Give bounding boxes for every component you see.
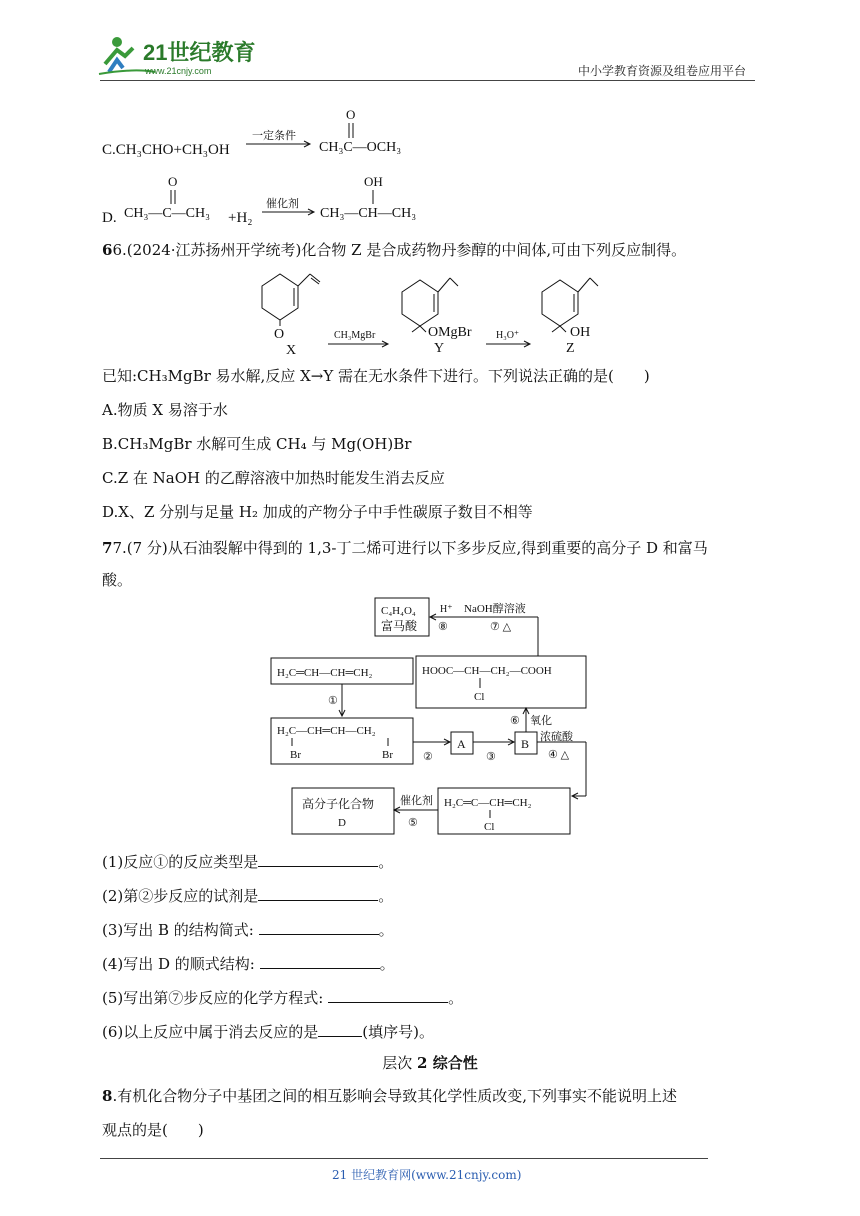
svg-text:OH: OH (364, 174, 383, 189)
svg-text:③: ③ (486, 751, 496, 763)
svg-text:H₂C—CH═CH—CH₂: H₂C—CH═CH—CH₂ (277, 725, 376, 737)
svg-text:富马酸: 富马酸 (381, 619, 418, 633)
svg-text:CH₃—C—CH₃: CH₃—C—CH₃ (124, 206, 210, 221)
q5-c-reaction (102, 106, 432, 162)
q6-scheme (250, 266, 620, 358)
q8-stem-line1: 8.有机化合物分子中基团之间的相互影响会导致其化学性质改变,下列事实不能说明上述 (102, 1087, 677, 1105)
q7-stem-line1: 77.(7 分)从石油裂解中得到的 1,3-丁二烯可进行以下多步反应,得到重要的高分子 D 和富马 (102, 539, 708, 557)
svg-text:OH: OH (570, 325, 591, 340)
q5-option-d (102, 170, 442, 226)
svg-text:CH₃C—OCH₃: CH₃C—OCH₃ (319, 140, 402, 155)
section-heading: 层次 2 综合性 (382, 1054, 478, 1072)
q6-stem: 66.(2024·江苏扬州开学统考)化合物 Z 是合成药物丹参醇的中间体,可由下列反应制得。 (102, 241, 687, 259)
q5-option-c (102, 106, 432, 162)
svg-text:⑧: ⑧ (438, 621, 448, 633)
answer-blank-3[interactable] (259, 918, 379, 935)
answer-blank-6[interactable] (318, 1020, 362, 1037)
svg-text:H⁺: H⁺ (440, 604, 453, 615)
q7-flowchart (268, 596, 598, 842)
svg-text:⑤: ⑤ (408, 817, 418, 829)
svg-text:一定条件: 一定条件 (252, 130, 296, 142)
svg-text:浓硫酸: 浓硫酸 (540, 731, 573, 743)
svg-text:O: O (274, 327, 285, 342)
q7-sub-4: (4)写出 D 的顺式结构: 。 (102, 952, 395, 974)
header-divider (100, 80, 755, 81)
svg-text:CH₃MgBr: CH₃MgBr (334, 330, 376, 341)
header-tagline: 中小学教育资源及组卷应用平台 (578, 64, 747, 78)
q6-option-a: A.物质 X 易溶于水 (102, 401, 228, 419)
svg-text:CH₃—CH—CH₃: CH₃—CH—CH₃ (320, 206, 417, 221)
site-logo (95, 34, 265, 78)
runner-logo-icon (95, 34, 265, 78)
q7-stem-line2: 酸。 (102, 571, 133, 589)
svg-text:Y: Y (434, 341, 445, 356)
svg-text:B: B (521, 737, 530, 751)
footer-link[interactable]: 21 世纪教育网(www.21cnjy.com) (332, 1168, 522, 1182)
svg-text:OMgBr: OMgBr (428, 325, 472, 340)
q7-sub-5: (5)写出第⑦步反应的化学方程式: 。 (102, 986, 463, 1008)
q6-option-d: D.X、Z 分别与足量 H₂ 加成的产物分子中手性碳原子数目不相等 (102, 503, 533, 521)
svg-text:Br: Br (382, 749, 393, 761)
q5-d-reaction (102, 170, 442, 226)
q7-flow-diagram (268, 596, 598, 842)
q7-sub-6: (6)以上反应中属于消去反应的是 (填序号)。 (102, 1020, 434, 1042)
svg-text:C.CH₃CHO+CH₃OH: C.CH₃CHO+CH₃OH (102, 142, 230, 158)
svg-text:O: O (346, 107, 356, 122)
svg-text:H₂C═CH—CH═CH₂: H₂C═CH—CH═CH₂ (277, 667, 373, 679)
svg-text:NaOH醇溶液: NaOH醇溶液 (464, 603, 526, 615)
brand-text: 21世纪教育 (143, 40, 256, 65)
svg-text:高分子化合物: 高分子化合物 (302, 797, 375, 811)
svg-text:①: ① (328, 695, 338, 707)
svg-text:Cl: Cl (474, 691, 485, 703)
answer-blank-2[interactable] (258, 884, 378, 901)
q6-stem-text: 6.(2024·江苏扬州开学统考)化合物 Z 是合成药物丹参醇的中间体,可由下列反应制得。 (112, 241, 687, 259)
svg-text:④ △: ④ △ (548, 749, 570, 761)
svg-text:Cl: Cl (484, 821, 495, 833)
svg-text:⑥: ⑥ (510, 715, 520, 727)
q7-sub-1: (1)反应①的反应类型是 。 (102, 850, 393, 872)
svg-text:A: A (457, 737, 466, 751)
svg-text:HOOC—CH—CH₂—COOH: HOOC—CH—CH₂—COOH (422, 665, 552, 677)
answer-blank-5[interactable] (328, 986, 448, 1003)
svg-text:氧化: 氧化 (530, 715, 552, 727)
svg-text:+H₂: +H₂ (228, 210, 253, 226)
svg-text:H₃O⁺: H₃O⁺ (496, 330, 520, 341)
svg-text:Z: Z (566, 341, 575, 356)
answer-blank-1[interactable] (258, 850, 378, 867)
svg-text:X: X (286, 343, 297, 358)
svg-text:②: ② (423, 751, 433, 763)
footer-divider (100, 1158, 708, 1159)
svg-text:催化剂: 催化剂 (400, 795, 433, 807)
svg-text:Br: Br (290, 749, 301, 761)
svg-text:D.: D. (102, 210, 117, 226)
svg-text:催化剂: 催化剂 (266, 198, 299, 210)
q7-sub-3: (3)写出 B 的结构简式: 。 (102, 918, 394, 940)
svg-text:H₂C═C—CH═CH₂: H₂C═C—CH═CH₂ (444, 797, 532, 809)
q6-option-b: B.CH₃MgBr 水解可生成 CH₄ 与 Mg(OH)Br (102, 435, 412, 453)
q6-option-c: C.Z 在 NaOH 的乙醇溶液中加热时能发生消去反应 (102, 469, 445, 487)
q6-known: 已知:CH₃MgBr 易水解,反应 X→Y 需在无水条件下进行。下列说法正确的是( ) (102, 367, 650, 385)
svg-text:⑦ △: ⑦ △ (490, 621, 512, 633)
q6-reaction-scheme (250, 266, 620, 358)
svg-text:C₄H₄O₄: C₄H₄O₄ (381, 605, 416, 617)
brand-url: www.21cnjy.com (145, 66, 212, 76)
q8-stem-line2: 观点的是( ) (102, 1121, 204, 1139)
q7-sub-2: (2)第②步反应的试剂是 。 (102, 884, 393, 906)
answer-blank-4[interactable] (260, 952, 380, 969)
svg-text:D: D (338, 817, 346, 829)
svg-text:O: O (168, 174, 178, 189)
